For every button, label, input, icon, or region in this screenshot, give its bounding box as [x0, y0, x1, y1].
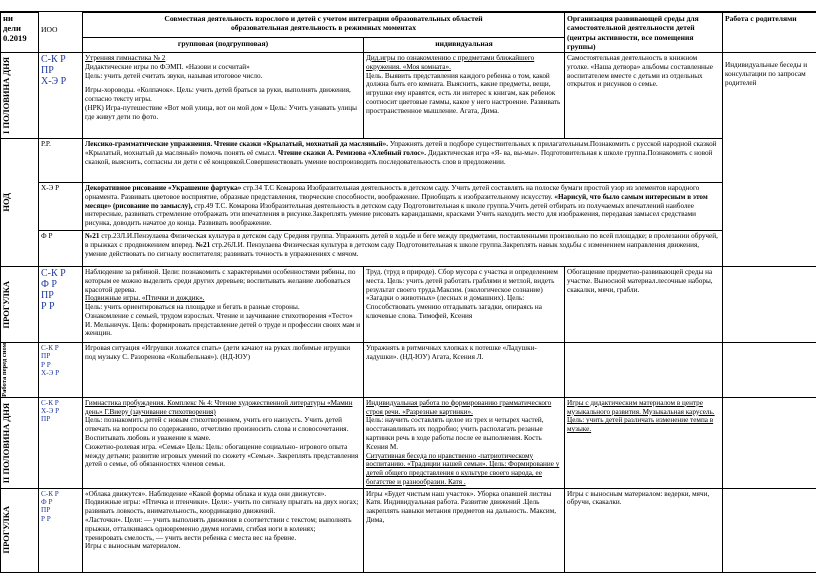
codes-cell — [39, 139, 83, 183]
activity-text: Игровая ситуация «Игрушки ложатся спать» (дети качают на руках любимые игрушки под музыку С. Разоренова «Колыбельная»). (НД-ЮУ) — [85, 344, 361, 362]
individual-activity-cell — [364, 397, 565, 488]
section-label: II ПОЛОВИНА ДНЯ — [1, 403, 11, 483]
nod-text: Упражнять детей в подборе существительных к прилагательным.Познакомить с русской народной сказкой «Крылатый, мохнатый да масляный» помочь понять её смысл. — [85, 140, 717, 157]
activity-text: Дидактические игры по ФЭМП. «Назови и сосчитай» — [85, 63, 361, 72]
activity-text: (НРК) Игра-путешествие «Вот мой улица, вот он мой дом » Цель: Учить узнавать улицы где живут дети по фото. — [85, 104, 361, 122]
code: ПР — [41, 415, 80, 423]
row-before-sleep — [1, 343, 816, 398]
activity-text: Цель: учить детей считать звуки, называя итоговое число. — [85, 72, 361, 81]
section-cell — [1, 267, 39, 343]
codes-cell — [39, 267, 83, 343]
row-second-half — [1, 397, 816, 488]
nod-heading: Декоративное рисование «Украшение фартука» — [85, 184, 241, 192]
code: Х-Э Р — [41, 369, 80, 377]
code: Х-Э Р — [41, 184, 80, 192]
code: Х-Э Р — [41, 76, 80, 87]
env-cell — [565, 343, 723, 398]
code: Р Р — [41, 301, 80, 312]
group-activity-cell — [83, 53, 364, 139]
day-date-cell — [1, 13, 39, 53]
group-activity-cell — [83, 343, 364, 398]
codes-cell — [39, 183, 83, 231]
individual-activity-cell — [364, 343, 565, 398]
section-cell — [1, 53, 39, 139]
nod-heading: №21 — [85, 232, 99, 240]
nod-text: стр.23Л.И.Пензулаева Физическая культура в детском саду Средняя группа. Упражнять детей в ходьбе и беге между предметами, поставленными произвольно по всей площадке; в пролезании обручей, в прыжках с продвижением вперед. — [85, 232, 718, 249]
code: ПР — [41, 352, 80, 360]
regime-title: образовательная деятельность в режимных моментах — [85, 23, 562, 32]
section-cell — [1, 397, 39, 488]
activity-text: Игры-хороводы. «Колпачок». Цель: учить детей браться за руки, выполнять движения, согласно тексту игры. — [85, 86, 361, 104]
nod-text: Дидактическая игра «Я- ва, вы-мы». Подготовительная к школе группа.Познакомить с новой сказкой, выяснить, согласны ли дети с её концовкой.Совершенствовать умение воспроизводить последовательность слов в предложении. — [85, 149, 712, 166]
code: Р Р — [41, 515, 80, 523]
activity-text: Ситуативная беседа по нравственно -патриотическому воспитанию. «Традиции нашей семьи». Цель: Формирование у детей общего представления о культуре своего народа, ее богатстве и разнообразии. Катя . — [366, 452, 562, 487]
activity-text: Индивидуальная работа по формированию грамматического строя речи. «Разрезные картинки». — [366, 399, 562, 417]
activity-text: Цель: научить составлять целое из трех и четырех частей, восстанавливать их подробно; учить располагать резаные картинки речь в ходе работы после ее выполнения. Кость Ксения М. — [366, 416, 562, 451]
activity-text: Цель: познакомить детей с новым стихотворением, учить его наизусть. Учить детей отвечать на вопросы по содержанию, отчетливо произносить слова и словосочетания. Воспитывать любовь и уважение к маме. — [85, 416, 361, 442]
code: Р Р — [41, 361, 80, 369]
activity-text: Сюжетно-ролевая игра. «Семья» Цель: Цель: обогащение социально- игрового опыта между детьми; развитие игровых умений по сюжету «Семья». Закреплять представления детей о семье, об обязанностях членов семьи. — [85, 443, 361, 469]
env-cell — [565, 53, 723, 139]
code: ПР — [41, 290, 80, 301]
parents-cell — [723, 343, 816, 398]
section-cell — [1, 139, 39, 267]
nod-heading: Лексико-грамматические упражнения. Чтение сказки «Крылатый, мохнатый да масляный». — [85, 140, 388, 148]
code: Ф Р — [41, 232, 80, 240]
nod-cell — [83, 231, 723, 267]
nod-text: стр.34 Т.С Комарова Изобразительная деятельность в детском саду. Учить детей составлять на полоске бумаги простой узор из элементов народного орнамента. Развивать цветовое восприятие, образные представления, творческие способности, воображение. Приобщать к изобразительному искусству. — [85, 184, 699, 201]
ioo-header-cell — [39, 13, 83, 53]
activity-text: Упражнять в ритмичных хлопках к потешке «Ладушки-ладушки». (НД-ЮУ) Агата, Ксения Л. — [366, 344, 562, 362]
activity-text: Наблюдение за рябиной. Цели: познакомить с характерными особенностями рябины, по которым ее можно выделить среди других деревьев; воспитывать желание любоваться красотой дерева. — [85, 268, 361, 294]
codes-cell — [39, 343, 83, 398]
nod-heading: «Нарисуй, что было самым интересным в этом месяце» (рисование по замыслу), — [85, 193, 708, 210]
section-label: I ПОЛОВИНА ДНЯ — [1, 57, 11, 134]
codes-cell — [39, 397, 83, 488]
week-label: дели — [3, 24, 36, 34]
nod-cell — [83, 139, 723, 183]
code: Ф Р — [41, 498, 80, 506]
code: С-К Р — [41, 344, 80, 352]
env-cell — [565, 267, 723, 343]
section-label: ПРОГУЛКА — [1, 281, 11, 329]
individual-activity-cell — [364, 53, 565, 139]
row-walk-2 — [1, 488, 816, 572]
activity-text: Цель. Выявить представления каждого ребенка о том, какой должна быть его комната. Выяснить, какие предметы, вещи, игрушки ему нравятся, есть ли интерес к книгам, как ребенок соотносит цветовые гаммы, какое у него настроение. Развивать пространственное мышление. Агата, Дима. — [366, 72, 562, 116]
env-header: Организация развивающей среды для самостоятельной деятельности детей (центры активности, все помещения группы) — [565, 13, 723, 53]
section-cell — [1, 488, 39, 572]
activity-text: «Ласточки». Цели: — учить выполнять движения в соответствии с текстом; выполнять прыжки, отталкиваясь одновременно двумя ногами, сгибая ноги в коленях; — [85, 516, 361, 534]
group-activity-cell — [83, 397, 364, 488]
individual-col-header: индивидуальная — [364, 38, 565, 53]
env-text: Самостоятельная деятельность в книжном уголке. «Наша детвора» альбомы составленные воспитателем вместе с детьми из отдельных открыток и рисунков о семье. — [567, 54, 720, 89]
activity-text: Труд. (труд в природе). Сбор мусора с участка и определением места. Цель: учить детей работать граблями и метлой, видеть результат своего труда.Максим. (экологическое сознание) «Загадки о животных» (лесных и домашних). Цель: Способствовать умению отгадывать загадки, опираясь на ключевые слова. Тимофей, Ксения — [366, 268, 562, 321]
code: Х-Э Р — [41, 407, 80, 415]
code: ПР — [41, 65, 80, 76]
activity-text: Подвижные игры. «Птички и дождик». — [85, 294, 361, 303]
section-label: НОД — [1, 193, 11, 212]
row-nod-speech — [1, 139, 816, 183]
code: Ф Р — [41, 279, 80, 290]
codes-cell — [39, 488, 83, 572]
group-col-header: групповая (подгрупповая) — [83, 38, 364, 53]
env-cell — [565, 488, 723, 572]
section-cell — [1, 343, 39, 398]
activity-text: Игры с выносным материалом. — [85, 542, 361, 551]
nod-heading: Чтение сказки А. Ремизова «Хлебный голос». — [278, 149, 426, 157]
nod-heading: №21 — [196, 241, 210, 249]
env-text: Обогащение предметно-развивающей среды на участке. Выносной материал.лесочные наборы, скакалки, мячи, грабли. — [567, 268, 720, 294]
top-rule — [0, 0, 816, 12]
activity-text: развивать ловкость, внимательность, координацию движений. — [85, 507, 361, 516]
group-activity-cell — [83, 267, 364, 343]
activity-text: Гимнастика пробуждения. Комплекс № 4: Чтение художественной литературы «Мамин день» Г.Виеру (заучивание стихотворения) — [85, 399, 361, 417]
parents-cell — [723, 397, 816, 488]
env-text: Игры с дидактическим материалом в центре музыкального развития. Музыкальная карусель. Цель: учить детей различать изменение темпа в музыке. — [567, 399, 720, 434]
parents-cell — [723, 267, 816, 343]
codes-cell — [39, 53, 83, 139]
row-first-half — [1, 53, 816, 139]
nod-cell — [83, 183, 723, 231]
code: ПР — [41, 506, 80, 514]
row-walk-1 — [1, 267, 816, 343]
code: С-К Р — [41, 490, 80, 498]
code: Р.Р. — [41, 140, 80, 148]
day-label: ни — [3, 14, 36, 24]
ioo-header: ИОО — [41, 25, 80, 34]
activity-text: Ознакомление с семьей, трудом взрослых. Чтение и заучивание стихотворения «Тесто» И. Мельничук. Цель: формировать представление детей о труде и профессии своих мам и женщин. — [85, 312, 361, 338]
joint-activity-header — [83, 13, 565, 38]
nod-text: стр.26Л.И. Пензулаева Физическая культура в детском саду Подготовительная к школе группа.Закреплять навык ходьбы с изменением направления движения, умение действовать по сигналу воспитателя; развивать точность в упражнениях с мячом. — [85, 241, 699, 258]
individual-activity-cell — [364, 488, 565, 572]
activity-text: Подвижные игры: «Птичка и птенчики». Цели:- учить по сигналу прыгать на двух ногах; — [85, 498, 361, 507]
activity-text: Игры «Будет чистым наш участок». Уборка опавшей листвы Катя. Индивидуальная работа. Развитие движений .Цель закреплять навыки метания предметов на дальность. Максим, Дима, — [366, 490, 562, 525]
individual-activity-cell — [364, 267, 565, 343]
nod-text: стр.49 Т.С. Комарова Изобразительная деятельность в детском саду Подготовительная к школе группа.Учить детей отбирать из получаемых впечатлений наиболее интересные, развивать стремление отображать эти впечатления в рисунке.Закреплять умение рисовать карандашами, красками Учить находить место для изображения, передавая замысел средствами рисунка, доводить начатое до конца. Развивать воображение. — [85, 202, 696, 228]
parents-cell — [723, 53, 816, 267]
code: С-К Р — [41, 399, 80, 407]
activity-text: «Облака движутся». Наблюдение «Какой формы облака и куда они движутся». — [85, 490, 361, 499]
section-label: Работа перед сном — [1, 343, 27, 397]
codes-cell — [39, 231, 83, 267]
code: С-К Р — [41, 54, 80, 65]
group-activity-cell — [83, 488, 364, 572]
row-nod-art — [1, 183, 816, 231]
joint-activity-title: Совместная деятельность взрослого и детей с учетом интеграции образовательных областей — [85, 14, 562, 23]
parents-text: Индивидуальные беседы и консультации по запросам родителей — [725, 61, 814, 87]
row-nod-physical — [1, 231, 816, 267]
parents-header: Работа с родителями — [723, 13, 816, 53]
activity-text: Цель: учить ориентироваться на площадке и бегать в разные стороны. — [85, 303, 361, 312]
activity-title: Дид.игры по ознакомлению с предметами ближайшего окружения. «Моя комната». — [366, 54, 562, 72]
env-cell — [565, 397, 723, 488]
plan-table — [0, 12, 816, 573]
section-label: ПРОГУЛКА — [1, 506, 11, 554]
env-text: Игры с выносным материалом: ведерки, мячи, обручи, скакалки. — [567, 490, 720, 508]
date-label: 0.2019 — [3, 34, 36, 44]
parents-cell — [723, 488, 816, 572]
code: С-К Р — [41, 268, 80, 279]
activity-text: тренировать смелость, — учить вести ребенка с места вес на бревне. — [85, 534, 361, 543]
activity-title: Утренняя гимнастика № 2 — [85, 54, 361, 63]
